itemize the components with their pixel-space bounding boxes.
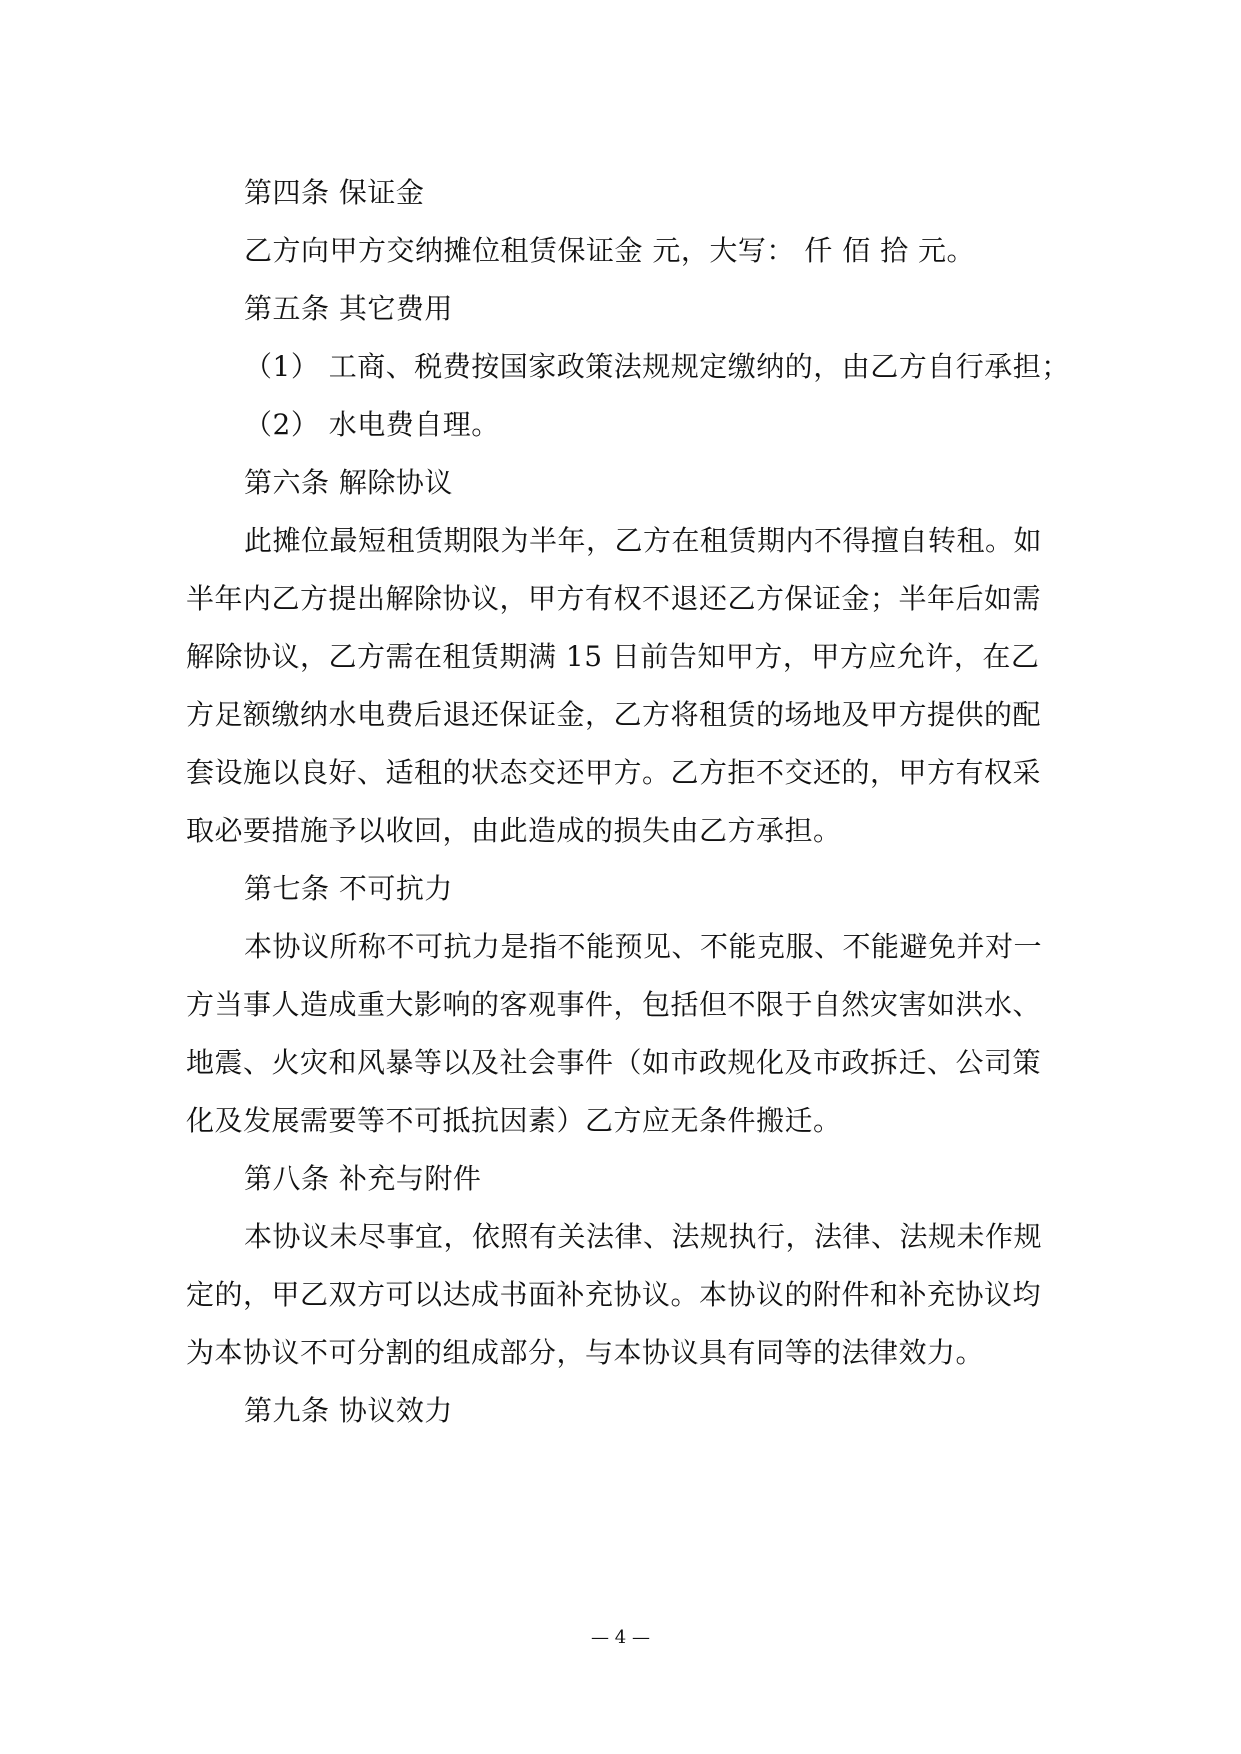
article-6-text-line-4: 方足额缴纳水电费后退还保证金，乙方将租赁的场地及甲方提供的配 [186,698,1042,731]
article-7-text-line-3: 地震、火灾和风暴等以及社会事件（如市政规化及市政拆迁、公司策 [186,1046,1042,1079]
article-4-text: 乙方向甲方交纳摊位租赁保证金 元，大写： 仟 佰 拾 元。 [244,234,976,267]
article-6-text-line-2: 半年内乙方提出解除协议，甲方有权不退还乙方保证金；半年后如需 [186,582,1042,615]
article-7-text-line-1: 本协议所称不可抗力是指不能预见、不能克服、不能避免并对一 [244,930,1043,963]
article-6-text-line-6: 取必要措施予以收回，由此造成的损失由乙方承担。 [186,814,842,847]
article-5-item-1: （1） 工商、税费按国家政策法规规定缴纳的，由乙方自行承担； [244,350,1070,383]
article-6-text-line-1: 此摊位最短租赁期限为半年，乙方在租赁期内不得擅自转租。如 [244,524,1043,557]
document-body [186,164,1070,1440]
article-6-text-line-5: 套设施以良好、适租的状态交还甲方。乙方拒不交还的，甲方有权采 [186,756,1042,789]
page-number: — 4 — [591,1627,650,1648]
article-7-text-line-2: 方当事人造成重大影响的客观事件，包括但不限于自然灾害如洪水、 [186,988,1042,1021]
article-8-heading: 第八条 补充与附件 [244,1162,482,1195]
article-8-text-line-2: 定的，甲乙双方可以达成书面补充协议。本协议的附件和补充协议均 [186,1278,1042,1311]
article-8-text-line-1: 本协议未尽事宜，依照有关法律、法规执行，法律、法规未作规 [244,1220,1043,1253]
article-6-text-line-3: 解除协议，乙方需在租赁期满 15 日前告知甲方，甲方应允许，在乙 [186,640,1040,673]
article-7-text-line-4: 化及发展需要等不可抵抗因素）乙方应无条件搬迁。 [186,1104,842,1137]
article-9-heading: 第九条 协议效力 [244,1394,453,1427]
article-5-item-2: （2） 水电费自理。 [244,408,500,441]
article-8-text-line-3: 为本协议不可分割的组成部分，与本协议具有同等的法律效力。 [186,1336,985,1369]
article-5-heading: 第五条 其它费用 [244,292,453,325]
article-4-heading: 第四条 保证金 [244,176,425,209]
article-6-heading: 第六条 解除协议 [244,466,453,499]
article-7-heading: 第七条 不可抗力 [244,872,453,905]
